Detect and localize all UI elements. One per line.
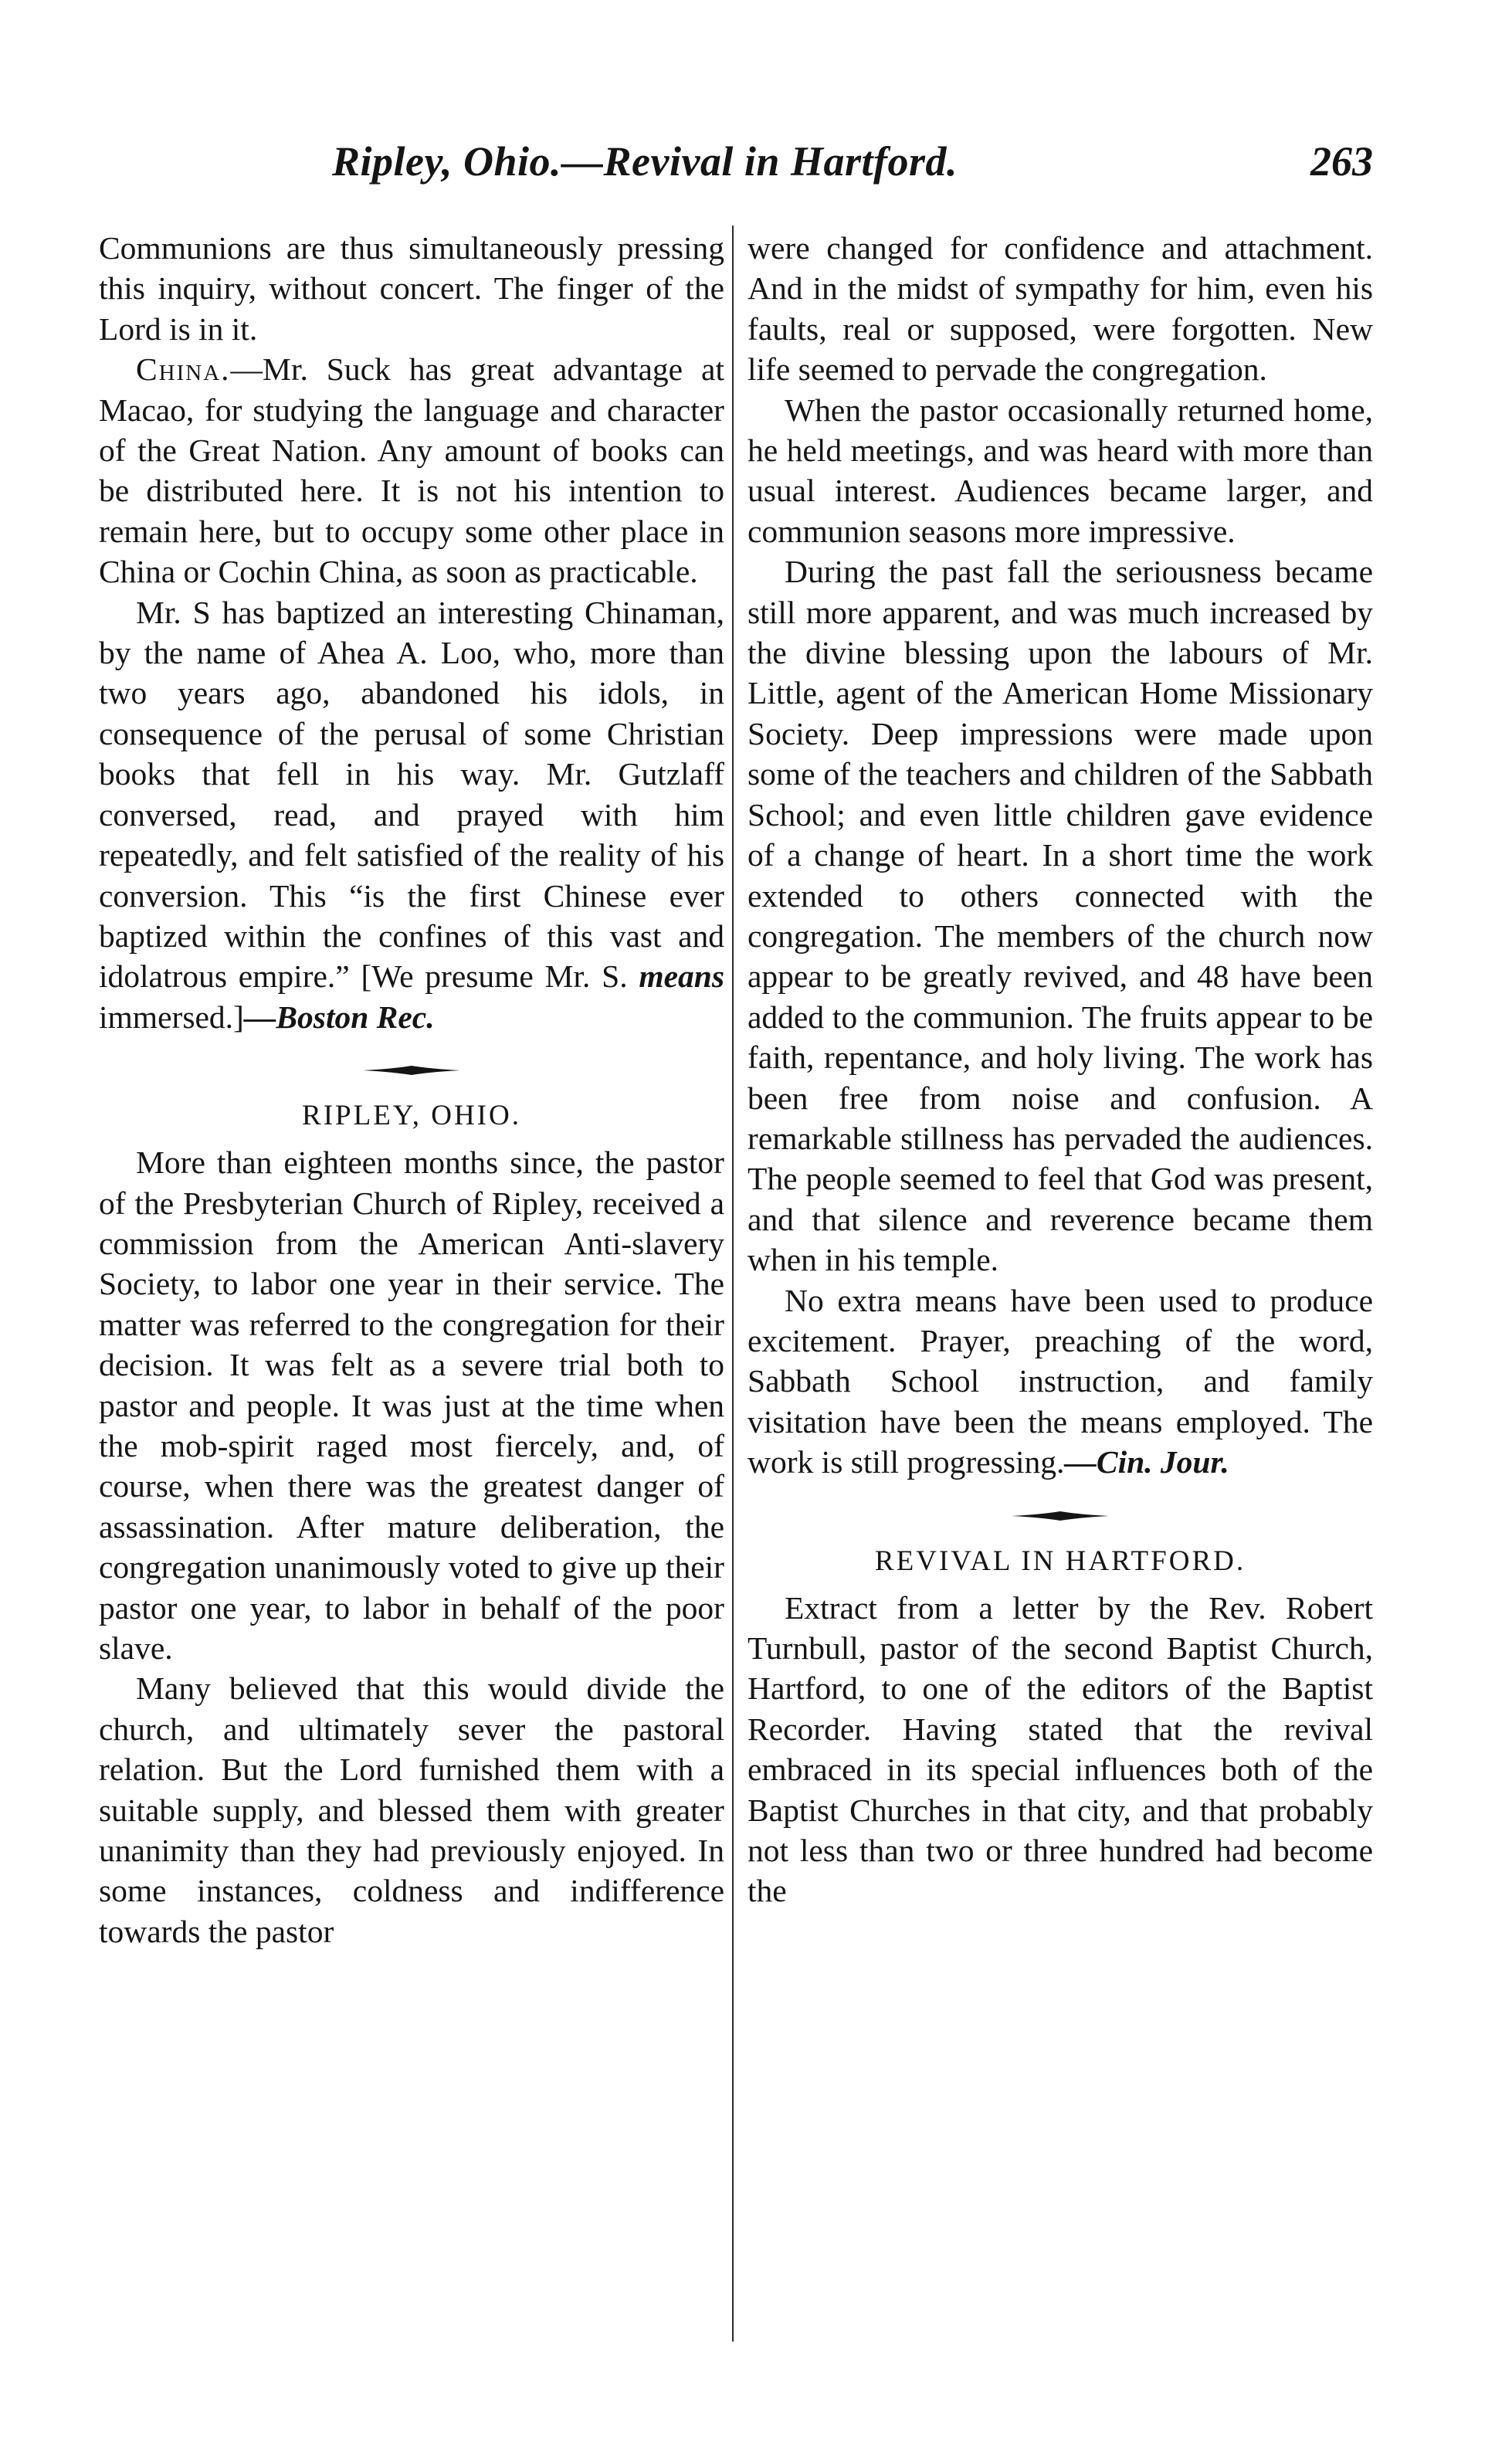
paragraph-turnbull-extract: Extract from a letter by the Rev. Robert Turnbull, pastor of the second Baptist Church, Hartford, to one of the editors of the Baptist Recorder. Having stated that the revival embraced in its special influences both of the Baptist Churches in that city, and that probably not less than two or three hundred had become the <box>748 1589 1373 1909</box>
ornament-rule-icon <box>361 1063 462 1077</box>
paragraph-baptism <box>99 592 724 1037</box>
paragraph-ripley-commission: More than eighteen months since, the pastor of the Presbyterian Church of Ripley, received a commission from the American Anti-slavery Society, to labor one year in their service. The matter was referred to the congregation for their decision. It was felt as a severe trial both to pastor and people. It was just at the time when the mob-spirit raged most fiercely, and, of course, when there was the greatest danger of assassination. After mature deliberation, the congregation unanimously voted to give up their pastor one year, to labor in behalf of the poor slave. <box>99 1145 724 1666</box>
ornament-rule-icon <box>1010 1509 1110 1523</box>
column-divider <box>732 226 734 2342</box>
immersed-word: immersed.] <box>99 999 244 1035</box>
paragraph-ripley-division: Many believed that this would divide the church, and ultimately sever the pastoral relation. But the Lord furnished them with a suitable supply, and blessed them with greater unanimity than they had previously enjoyed. In some instances, coldness and indifference towards the pastor <box>99 1670 724 1949</box>
paragraph-past-fall: During the past fall the seriousness became still more apparent, and was much increased by the divine blessing upon the labours of Mr. Little, agent of the American Home Missionary Society. Deep impressions were made upon some of the teachers and children of the Sabbath School; and even little children gave evidence of a change of heart. In a short time the work extended to others connected with the congregation. The members of the church now appear to be greatly revived, and 48 have been added to the communion. The fruits appear to be faith, repentance, and holy living. The work has been free from noise and confusion. A remarkable stillness has pervaded the audiences. The people seemed to feel that God was present, and that silence and reverence became them when in his temple. <box>748 554 1373 1278</box>
means-word: means <box>639 958 724 995</box>
china-text: —Mr. Suck has great advantage at Macao, for studying the language and character of the Great Nation. Any amount of books can be distributed here. It is not his intention to remain here, but to occupy some other place in China or Cochin China, as soon as practicable. <box>99 351 724 590</box>
page-header <box>100 137 1382 192</box>
page-number: 263 <box>1310 138 1373 185</box>
baptism-text: Mr. S has baptized an interesting Chinaman, by the name of Ahea A. Loo, who, more than two years ago, abandoned his idols, in consequence of the perusal of some Christian books that fell in his way. Mr. Gutzlaff conversed, read, and prayed with him repeatedly, and felt satisfied of the reality of his conversion. This “is the first Chinese ever baptized within the confines of this vast and idolatrous empire.” [We presume Mr. S. <box>99 594 724 995</box>
running-title: Ripley, Ohio.—Revival in Hartford. <box>332 138 958 185</box>
heading-revival-hartford: REVIVAL IN HARTFORD. <box>874 1545 1246 1577</box>
source-cin-jour: —Cin. Jour. <box>1064 1444 1229 1480</box>
paragraph-communions: Communions are thus simultaneously pressing this inquiry, without concert. The finger of the Lord is in it. <box>99 230 724 347</box>
paragraph-pastor-returned: When the pastor occasionally returned home, he held meetings, and was heard with more than usual interest. Audiences became larger, and communion seasons more impressive. <box>748 392 1373 549</box>
left-column <box>99 228 724 1952</box>
no-extra-means-text: No extra means have been used to produce excitement. Prayer, preaching of the word, Sabbath School instruction, and family visitation have been the means employed. The work is still progressing. <box>748 1282 1373 1480</box>
source-boston-rec: —Boston Rec. <box>243 999 435 1035</box>
right-column <box>748 228 1373 1911</box>
paragraph-confidence: were changed for confidence and attachment. And in the midst of sympathy for him, even his faults, real or supposed, were forgotten. New life seemed to pervade the congregation. <box>748 230 1373 388</box>
paragraph-china <box>99 349 724 592</box>
china-lead: China. <box>136 351 231 388</box>
paragraph-no-extra-means <box>748 1280 1373 1483</box>
heading-ripley-ohio: RIPLEY, OHIO. <box>302 1100 521 1132</box>
